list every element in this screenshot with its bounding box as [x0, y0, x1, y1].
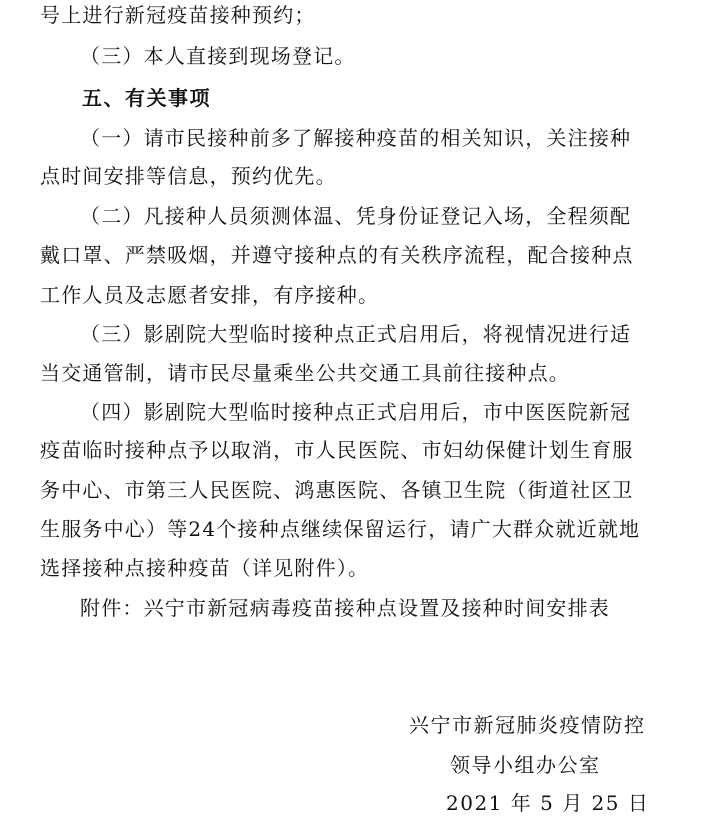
text-line-14: 生服务中心）等24个接种点继续保留运行，请广大群众就近就地: [40, 517, 641, 541]
text-line-15: 选择接种点接种疫苗（详见附件）。: [40, 556, 370, 580]
section-heading: 五、有关事项: [82, 86, 211, 110]
attachment-line: 附件：兴宁市新冠病毒疫苗接种点设置及接种时间安排表: [80, 596, 610, 620]
text-line-10: 当交通管制，请市民尽量乘坐公共交通工具前往接种点。: [40, 361, 570, 385]
text-line-2: （三）本人直接到现场登记。: [80, 44, 356, 68]
text-line-6: （二）凡接种人员须测体温、凭身份证登记入场，全程须配: [80, 204, 632, 228]
text-line-11: （四）影剧院大型临时接种点正式启用后，市中医医院新冠: [80, 400, 632, 424]
signature-date: 2021 年 5 月 25 日: [446, 791, 650, 815]
text-line-9: （三）影剧院大型临时接种点正式启用后，将视情况进行适: [80, 322, 632, 346]
text-line-13: 务中心、市第三人民医院、鸿惠医院、各镇卫生院（街道社区卫: [40, 478, 634, 502]
text-line-4: （一）请市民接种前多了解接种疫苗的相关知识，关注接种: [80, 126, 632, 150]
signature-org-line2: 领导小组办公室: [450, 753, 601, 777]
text-line-7: 戴口罩、严禁吸烟，并遵守接种点的有关秩序流程，配合接种点: [40, 243, 634, 267]
text-line-12: 疫苗临时接种点予以取消，市人民医院、市妇幼保健计划生育服: [40, 438, 634, 462]
text-line-1: 号上进行新冠疫苗接种预约；: [40, 3, 316, 27]
text-line-8: 工作人员及志愿者安排，有序接种。: [40, 283, 380, 307]
text-line-5: 点时间安排等信息，预约优先。: [40, 164, 337, 188]
signature-org-line1: 兴宁市新冠肺炎疫情防控: [409, 713, 646, 737]
